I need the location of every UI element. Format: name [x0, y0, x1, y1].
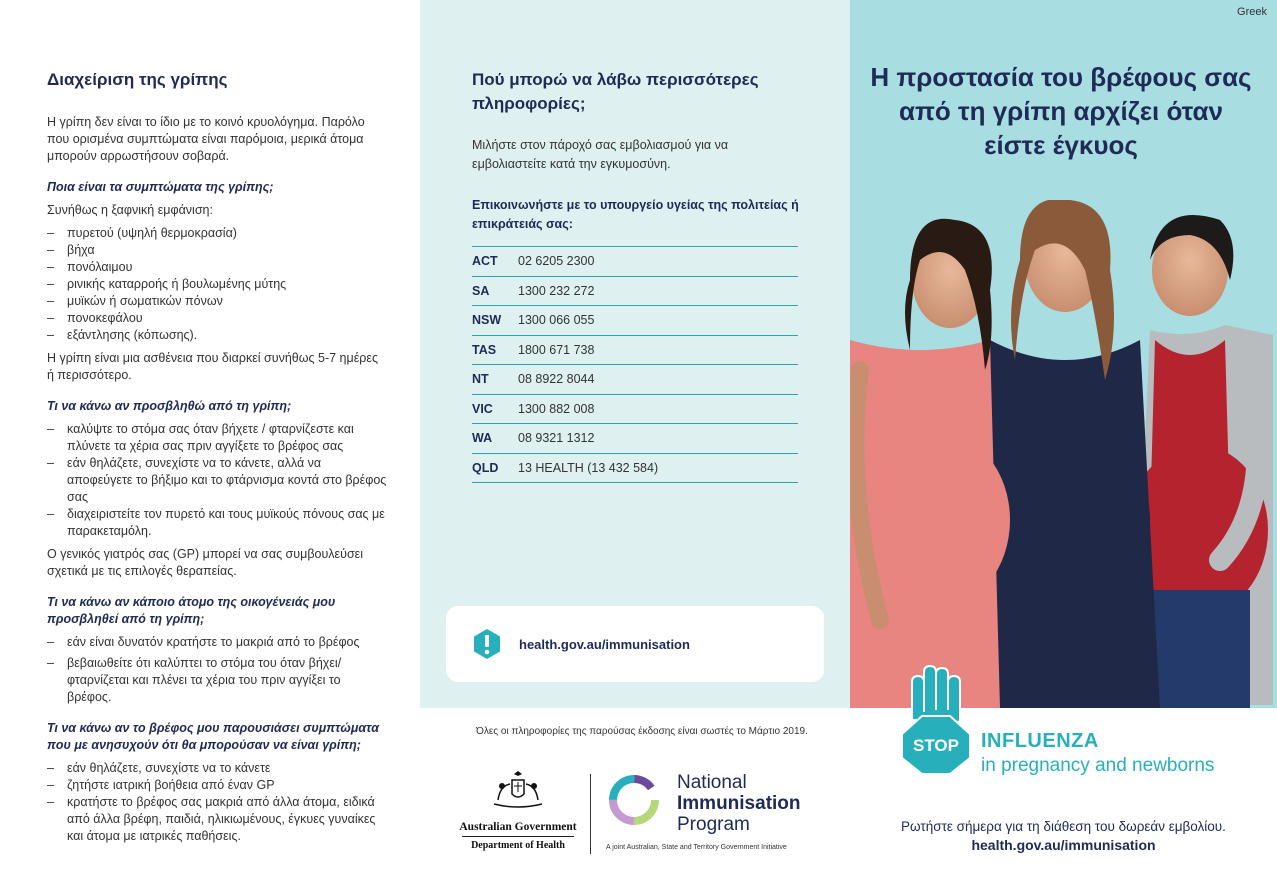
state-code: QLD: [472, 453, 518, 483]
table-row: [472, 276, 798, 306]
list-item: – εάν θηλάζετε, συνεχίστε να το κάνετε, αλλά να αποφεύγετε το βήξιμο και το φτάρνισμα κοντά στο βρέφος σας: [47, 455, 387, 506]
website-box[interactable]: [446, 606, 824, 682]
state-code: NSW: [472, 306, 518, 336]
table-row: [472, 453, 798, 483]
symptoms-lead: Συνήθως η ξαφνική εμφάνιση:: [47, 203, 213, 217]
state-code: NT: [472, 365, 518, 395]
table-row: [472, 306, 798, 336]
list-item: – κρατήστε το βρέφος σας μακριά από άλλα άτομα, ειδικά από άλλα βρέφη, παιδιά, ηλικιωμένους, έγκυες γυναίκες και άτομα με ιατρικές παθήσεις.: [47, 794, 387, 845]
stop-hand-icon: [898, 662, 974, 774]
state-code: ACT: [472, 247, 518, 277]
state-code: SA: [472, 276, 518, 306]
language-label: Greek: [1237, 6, 1267, 18]
state-code: VIC: [472, 394, 518, 424]
state-code: WA: [472, 424, 518, 454]
pregnant-women-photo: [850, 200, 1277, 708]
gov-name: Australian Government: [459, 821, 577, 833]
state-contacts-table: [472, 246, 798, 483]
gov-dept: Department of Health: [471, 840, 565, 851]
if-sick-list: [47, 421, 387, 540]
nip-line-3: Program: [677, 814, 750, 835]
gp-note: Ο γενικός γιατρός σας (GP) μπορεί να σας συμβουλεύσει σχετικά με τις επιλογές θεραπείας.: [47, 547, 364, 578]
left-title: Διαχείριση της γρίπης: [47, 70, 228, 89]
list-item: – εξάντλησης (κόπωσης).: [47, 327, 387, 344]
influenza-title: INFLUENZA: [981, 730, 1099, 752]
table-row: [472, 424, 798, 454]
family-heading: Τι να κάνω αν κάποιο άτομο της οικογένειάς μου προσβληθεί από τη γρίπη;: [47, 595, 336, 626]
list-item: – διαχειριστείτε τον πυρετό και τους μυϊκούς πόνους σας με παρακεταμόλη.: [47, 506, 387, 540]
website-link[interactable]: health.gov.au/immunisation: [519, 637, 690, 652]
list-item: – βεβαιωθείτε ότι καλύπτει το στόμα του όταν βήχει/ φταρνίζεται και πλένει τα χέρια του πριν αγγίξει το βρέφος.: [47, 655, 387, 706]
list-item: – βήχα: [47, 242, 387, 259]
state-phone: 02 6205 2300: [518, 247, 798, 277]
state-phone: 1300 066 055: [518, 306, 798, 336]
more-info-section: [472, 68, 800, 483]
state-phone: 08 8922 8044: [518, 365, 798, 395]
baby-list: [47, 760, 387, 845]
australian-government-logo: [458, 770, 578, 860]
cta-website-link[interactable]: health.gov.au/immunisation: [971, 837, 1156, 853]
nip-line-1: National: [677, 772, 747, 793]
logo-divider: [590, 774, 591, 854]
flu-management-section: [47, 70, 387, 845]
table-row: [472, 365, 798, 395]
duration-text: Η γρίπη είναι μια ασθένεια που διαρκεί συνήθως 5-7 ημέρες ή περισσότερο.: [47, 351, 378, 382]
nip-subtitle: A joint Australian, State and Territory Government Initiative: [606, 844, 787, 851]
list-item: – πονόλαιμου: [47, 259, 387, 276]
contact-heading: Επικοινωνήστε με το υπουργείο υγείας της πολιτείας ή επικράτειάς σας:: [472, 198, 799, 231]
middle-title: Πού μπορώ να λάβω περισσότερες πληροφορίες;: [472, 70, 759, 113]
symptoms-list: [47, 225, 387, 344]
list-item: – καλύψτε το στόμα σας όταν βήχετε / φταρνίζεστε και πλύνετε τα χέρια σας πριν αγγίξετε το βρέφος σας: [47, 421, 387, 455]
list-item: – ζητήστε ιατρική βοήθεια από έναν GP: [47, 777, 387, 794]
list-item: – ρινικής καταρροής ή βουλωμένης μύτης: [47, 276, 387, 293]
state-phone: 1800 671 738: [518, 335, 798, 365]
alert-icon: [471, 628, 503, 660]
list-item: – πονοκεφάλου: [47, 310, 387, 327]
state-phone: 08 9321 1312: [518, 424, 798, 454]
family-list: [47, 634, 387, 706]
disclaimer-text: Όλες οι πληροφορίες της παρούσας έκδοσης είναι σωστές το Μάρτιο 2019.: [476, 726, 808, 737]
gov-divider: [462, 836, 574, 837]
state-code: TAS: [472, 335, 518, 365]
nip-ring-icon: [606, 772, 662, 828]
state-phone: 1300 232 272: [518, 276, 798, 306]
list-item: – εάν θηλάζετε, συνεχίστε να το κάνετε: [47, 760, 387, 777]
cover-title: Η προστασία του βρέφους σας από τη γρίπη αρχίζει όταν είστε έγκυος: [870, 62, 1252, 160]
cover-footer: [850, 708, 1277, 879]
symptoms-heading: Ποια είναι τα συμπτώματα της γρίπης;: [47, 180, 274, 194]
table-row: [472, 394, 798, 424]
state-phone: 13 HEALTH (13 432 584): [518, 453, 798, 483]
if-sick-heading: Τι να κάνω αν προσβληθώ από τη γρίπη;: [47, 399, 292, 413]
state-phone: 1300 882 008: [518, 394, 798, 424]
left-panel: [0, 0, 420, 879]
middle-panel: [420, 0, 850, 708]
coat-of-arms-icon: [488, 770, 548, 814]
table-row: [472, 335, 798, 365]
vaccine-cta: Ρωτήστε σήμερα για τη διάθεση του δωρεάν εμβολίου.: [901, 819, 1226, 834]
nip-logo-text: [677, 772, 801, 835]
middle-footer: [420, 708, 850, 879]
provider-text: Μιλήστε στον πάροχό σας εμβολιασμού για να εμβολιαστείτε κατά την εγκυμοσύνη.: [472, 138, 729, 171]
nip-line-2: Immunisation: [677, 793, 801, 814]
table-row: [472, 247, 798, 277]
list-item: – εάν είναι δυνατόν κρατήστε το μακριά από το βρέφος: [47, 634, 387, 651]
influenza-subtitle: in pregnancy and newborns: [981, 755, 1215, 776]
stop-label: STOP: [913, 736, 959, 755]
cover-panel: [850, 0, 1277, 708]
intro-text: Η γρίπη δεν είναι το ίδιο με το κοινό κρυολόγημα. Παρόλο που ορισμένα συμπτώματα είναι παρόμοια, μερικά άτομα μπορούν αρρωστήσουν σοβαρά.: [47, 115, 365, 163]
baby-heading: Τι να κάνω αν το βρέφος μου παρουσιάσει συμπτώματα που με ανησυχούν ότι θα μπορούσαν να είναι γρίπη;: [47, 721, 380, 752]
list-item: – πυρετού (υψηλή θερμοκρασία): [47, 225, 387, 242]
list-item: – μυϊκών ή σωματικών πόνων: [47, 293, 387, 310]
